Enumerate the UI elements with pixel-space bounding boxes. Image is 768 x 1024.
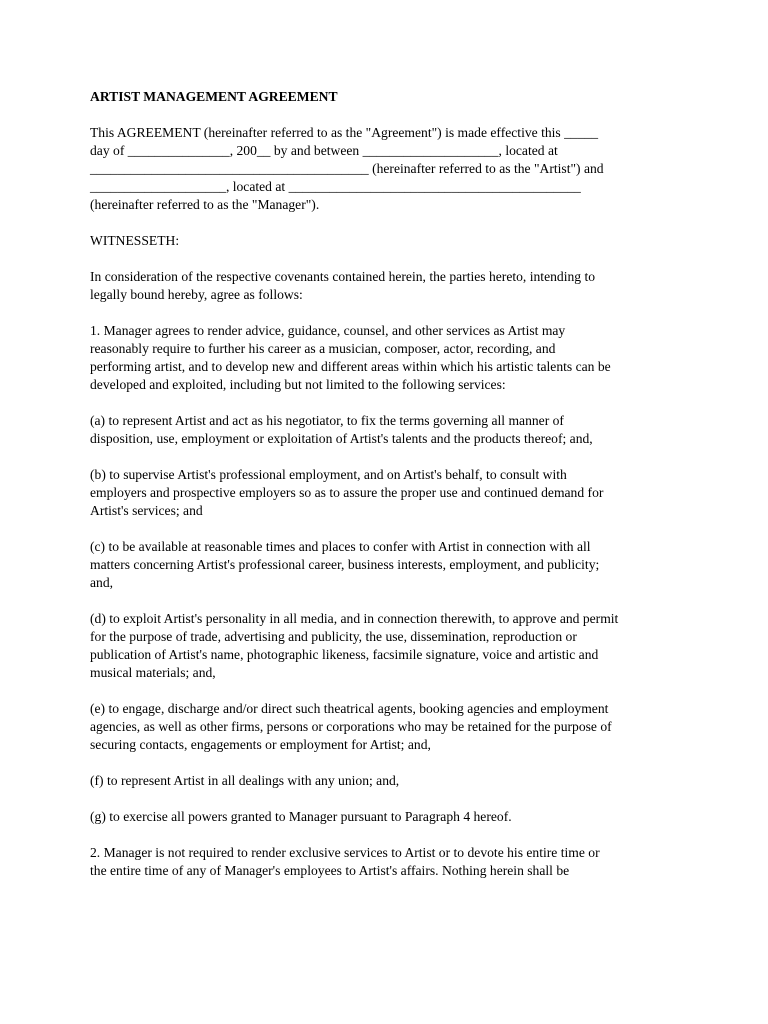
paragraph-line: publication of Artist's name, photographic likeness, facsimile signature, voice and artistic and bbox=[90, 647, 599, 662]
document-title: ARTIST MANAGEMENT AGREEMENT bbox=[90, 89, 338, 104]
paragraph-line: performing artist, and to develop new and different areas within which his artistic talents can be bbox=[90, 359, 611, 374]
paragraph-line: This AGREEMENT (hereinafter referred to as the "Agreement") is made effective this _____ bbox=[90, 125, 599, 140]
clause-1c-paragraph bbox=[90, 538, 690, 592]
paragraph-line: the entire time of any of Manager's employees to Artist's affairs. Nothing herein shall be bbox=[90, 863, 570, 878]
paragraph-line: WITNESSETH: bbox=[90, 233, 180, 248]
paragraph-line: Artist's services; and bbox=[90, 503, 203, 518]
paragraph-line: and, bbox=[90, 575, 114, 590]
paragraph-line: (c) to be available at reasonable times and places to confer with Artist in connection with all bbox=[90, 539, 591, 554]
paragraph-line: (a) to represent Artist and act as his negotiator, to fix the terms governing all manner of bbox=[90, 413, 564, 428]
paragraph-line: (e) to engage, discharge and/or direct such theatrical agents, booking agencies and employment bbox=[90, 701, 609, 716]
paragraph-line: agencies, as well as other firms, persons or corporations who may be retained for the purpose of bbox=[90, 719, 612, 734]
paragraph-line: _________________________________________ (hereinafter referred to as the "Artist") and bbox=[90, 161, 604, 176]
clause-1a-paragraph bbox=[90, 412, 690, 448]
paragraph-line: securing contacts, engagements or employment for Artist; and, bbox=[90, 737, 431, 752]
paragraph-line: (b) to supervise Artist's professional employment, and on Artist's behalf, to consult with bbox=[90, 467, 567, 482]
preamble-paragraph bbox=[90, 124, 690, 214]
clause-1g-paragraph bbox=[90, 808, 690, 826]
clause-1f-paragraph bbox=[90, 772, 690, 790]
clause-1d-paragraph bbox=[90, 610, 690, 682]
paragraph-line: In consideration of the respective covenants contained herein, the parties hereto, intending to bbox=[90, 269, 596, 284]
clause-1e-paragraph bbox=[90, 700, 690, 754]
paragraph-line: matters concerning Artist's professional career, business interests, employment, and publicity; bbox=[90, 557, 600, 572]
paragraph-line: (hereinafter referred to as the "Manager"). bbox=[90, 197, 320, 212]
paragraph-line: for the purpose of trade, advertising and publicity, the use, dissemination, reproduction or bbox=[90, 629, 577, 644]
paragraph-line: employers and prospective employers so as to assure the proper use and continued demand for bbox=[90, 485, 604, 500]
paragraph-line: day of _______________, 200__ by and between ____________________, located at bbox=[90, 143, 558, 158]
paragraph-line: ____________________, located at ___________________________________________ bbox=[90, 179, 581, 194]
paragraph-line: legally bound hereby, agree as follows: bbox=[90, 287, 303, 302]
paragraph-line: 2. Manager is not required to render exclusive services to Artist or to devote his entire time or bbox=[90, 845, 600, 860]
consideration-paragraph bbox=[90, 268, 690, 304]
paragraph-line: reasonably require to further his career as a musician, composer, actor, recording, and bbox=[90, 341, 556, 356]
paragraph-line: disposition, use, employment or exploitation of Artist's talents and the products thereof; and, bbox=[90, 431, 593, 446]
document-page bbox=[90, 88, 690, 898]
clause-1b-paragraph bbox=[90, 466, 690, 520]
paragraph-line: musical materials; and, bbox=[90, 665, 216, 680]
clause-1-paragraph bbox=[90, 322, 690, 394]
paragraph-line: (d) to exploit Artist's personality in all media, and in connection therewith, to approve and permit bbox=[90, 611, 619, 626]
paragraph-line: (f) to represent Artist in all dealings with any union; and, bbox=[90, 773, 400, 788]
witnesseth-heading bbox=[90, 232, 690, 250]
paragraph-line: developed and exploited, including but not limited to the following services: bbox=[90, 377, 506, 392]
paragraph-line: 1. Manager agrees to render advice, guidance, counsel, and other services as Artist may bbox=[90, 323, 566, 338]
paragraph-line: (g) to exercise all powers granted to Manager pursuant to Paragraph 4 hereof. bbox=[90, 809, 512, 824]
clause-2-paragraph bbox=[90, 844, 690, 880]
